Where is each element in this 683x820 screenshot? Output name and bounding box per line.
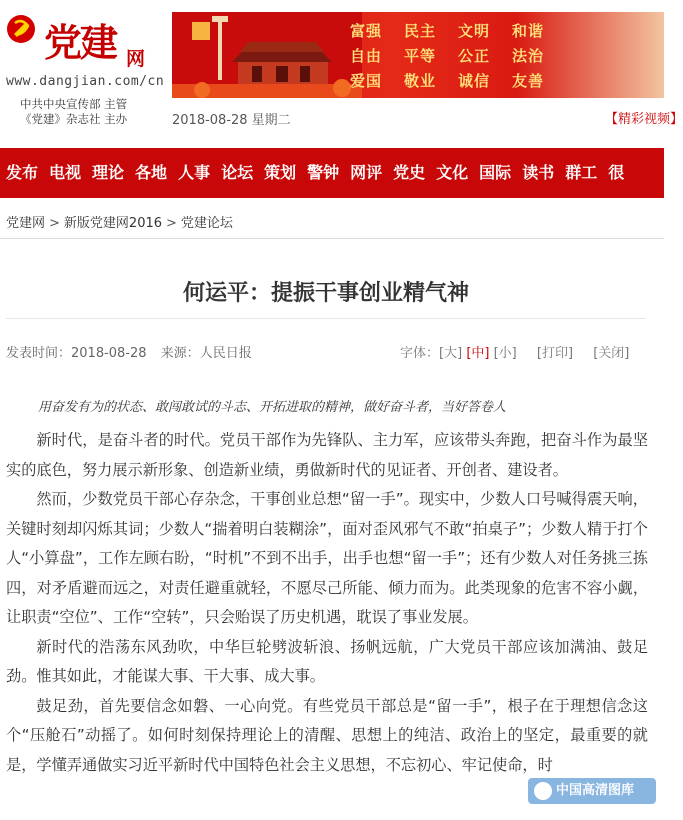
nav-item-cehua[interactable]: 策划 — [264, 163, 297, 182]
core-value: 文明 — [458, 22, 491, 40]
nav-item-wangping[interactable]: 网评 — [350, 163, 383, 182]
article-paragraph: 然而，少数党员干部心存杂念，干事创业总想“留一手”。现实中，少数人口号喊得震天响，关键时刻却闪烁其词；少数人“揣着明白装糊涂”，面对歪风邪气不敢“拍桌子”；少数人精于打个人“小算盘”，工作左顾右盼，“时机”不到不出手，出手也想“留一手”；还有少数人对任务挑三拣四，对矛盾避而远之，对责任避重就轻，不愿尽己所能、倾力而为。此类现象的危害不容小觑，让职责“空位”、工作“空转”，只会贻误了历史机遇，耽误了事业发展。 — [6, 490, 648, 626]
logo-url: www.dangjian.com/cn — [6, 74, 165, 89]
breadcrumb-home[interactable]: 党建网 — [6, 216, 46, 231]
print-button[interactable]: [打印] — [536, 346, 574, 361]
core-value: 法治 — [512, 47, 545, 65]
nav-item-renshi[interactable]: 人事 — [178, 163, 211, 182]
core-value: 敬业 — [404, 72, 437, 90]
article-source: 来源：人民日报 — [160, 346, 252, 361]
close-button[interactable]: [关闭] — [593, 346, 630, 361]
core-value: 公正 — [458, 47, 491, 65]
site-header — [0, 0, 683, 148]
featured-video-link[interactable]: 【精彩视频】 — [605, 112, 683, 127]
current-date: 2018-08-28 星期二 — [172, 113, 291, 128]
core-value: 自由 — [350, 47, 383, 65]
publish-time: 发表时间：2018-08-28 — [6, 346, 147, 361]
core-value: 平等 — [404, 47, 437, 65]
nav-item-fabu[interactable]: 发布 — [6, 163, 39, 182]
article-tools — [400, 342, 629, 361]
font-size-label: 字体： — [400, 346, 440, 361]
watermark-text: 中国高清图库 — [556, 783, 635, 798]
title-divider — [6, 318, 646, 319]
article-lead: 用奋发有为的状态、敢闯敢试的斗志、开拓进取的精神，做好奋斗者，当好答卷人 — [38, 400, 507, 415]
logo-name: 党建 — [44, 20, 117, 65]
nav-item-qungong[interactable]: 群工 — [565, 163, 598, 182]
breadcrumb — [6, 212, 233, 231]
logo-suffix: 网 — [126, 48, 146, 70]
article-body — [6, 426, 648, 780]
breadcrumb-divider — [0, 238, 664, 239]
article-paragraph: 鼓足劲，首先要信念如磐、一心向党。有些党员干部总是“留一手”，根子在于理想信念这个“压舱石”动摇了。如何时刻保持理论上的清醒、思想上的纯洁、政治上的坚定，最重要的就是，学懂弄通做实习近平新时代中国特色社会主义思想，不忘初心、牢记使命，时 — [6, 696, 648, 774]
nav-item-gedi[interactable]: 各地 — [135, 163, 168, 182]
breadcrumb-separator: > — [166, 216, 177, 231]
font-large-button[interactable]: [大] — [439, 346, 463, 361]
site-logo[interactable] — [6, 8, 165, 89]
nav-item-luntan[interactable]: 论坛 — [221, 163, 254, 182]
breadcrumb-separator: > — [49, 216, 60, 231]
breadcrumb-forum[interactable]: 党建论坛 — [180, 216, 233, 231]
core-value: 和谐 — [512, 22, 545, 40]
watermark-logo-icon — [534, 782, 552, 800]
core-value: 诚信 — [458, 72, 491, 90]
article-title: 何运平：提振干事创业精气神 — [182, 281, 469, 306]
nav-item-dianshi[interactable]: 电视 — [49, 163, 82, 182]
main-nav — [0, 148, 664, 198]
nav-item-more[interactable]: 很 — [608, 163, 625, 182]
font-small-button[interactable]: [小] — [493, 346, 517, 361]
core-values-grid — [350, 20, 566, 91]
article-paragraph: 新时代的浩荡东风劲吹，中华巨轮劈波斩浪、扬帆远航，广大党员干部应该加满油、鼓足劲。惟其如此，才能谋大事、干大事、成大事。 — [6, 637, 648, 685]
sponsor-info — [20, 97, 127, 127]
font-medium-button[interactable]: [中] — [466, 346, 490, 361]
core-value: 友善 — [512, 72, 545, 90]
nav-item-dushu[interactable]: 读书 — [522, 163, 555, 182]
article-paragraph: 新时代，是奋斗者的时代。党员干部作为先锋队、主力军，应该带头奔跑，把奋斗作为最坚实的底色，努力展示新形象、创造新业绩，勇做新时代的见证者、开创者、建设者。 — [6, 431, 648, 479]
image-watermark — [528, 778, 656, 804]
sponsor-line-2: 《党建》杂志社 主办 — [20, 112, 128, 126]
nav-item-dangshi[interactable]: 党史 — [393, 163, 426, 182]
nav-item-lilun[interactable]: 理论 — [92, 163, 125, 182]
party-emblem-icon — [6, 14, 36, 44]
nav-item-guoji[interactable]: 国际 — [479, 163, 512, 182]
article-meta — [6, 342, 262, 361]
nav-item-jingzhong[interactable]: 警钟 — [307, 163, 340, 182]
tiananmen-illustration-icon — [172, 12, 362, 98]
core-value: 民主 — [404, 22, 437, 40]
breadcrumb-section[interactable]: 新版党建网2016 — [63, 216, 163, 231]
core-values-banner[interactable] — [172, 12, 664, 98]
core-value: 富强 — [350, 22, 383, 40]
nav-item-wenhua[interactable]: 文化 — [436, 163, 469, 182]
sponsor-line-1: 中共中央宣传部 主管 — [20, 97, 128, 111]
core-value: 爱国 — [350, 72, 383, 90]
